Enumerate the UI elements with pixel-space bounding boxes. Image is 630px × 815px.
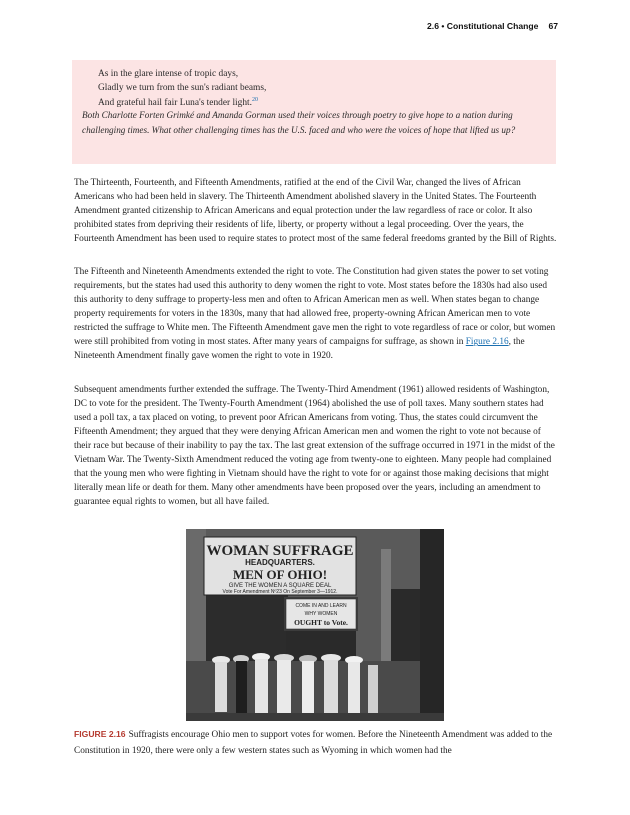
window-sign-line-2: WHY WOMEN (304, 611, 338, 617)
paragraph-text: The Fifteenth and Nineteenth Amendments extended the right to vote. The Constitution had given states the power to set voting requirements, but the states had used this authority to deny women the right to vote. Most states before the 1830s had also used this authority to deny suffrage to property-less men and often to African American men as well. When states began to change property requirements for voters in the 1830s, many that had allowed free, property-owning African American men to vote restricted the suffrage to White men. The Fifteenth Amendment gave men the right to vote regardless of race or color, but women were still prohibited from voting in most states. After many years of campaigns for suffrage, as shown in (74, 267, 556, 348)
figure-label: FIGURE 2.16 (74, 729, 126, 739)
poem-line: Gladly we turn from the sun's radiant beams, (98, 83, 267, 94)
sign-line-1: WOMAN SUFFRAGE (206, 543, 354, 559)
sign-line-4: GIVE THE WOMEN A SQUARE DEAL (228, 583, 332, 589)
sign-line-2: HEADQUARTERS. (245, 558, 315, 567)
poem-line-text: And grateful hail fair Luna's tender light. (98, 97, 252, 108)
sign-line-5: Vote For Amendment Nº23 On September 3—1912. (222, 589, 338, 595)
paragraph-suffrage-extensions: Subsequent amendments further extended the suffrage. The Twenty-Third Amendment (1961) allowed residents of Washington, DC to vote for the president. The Twenty-Fourth Amendment (1964) abolished the use of poll taxes. Many southern states had used a poll tax, a tax placed on voting, to prevent poor African Americans from voting. Thus, the states could circumvent the Fifteenth Amendment; they argued that they were denying African American men and women the right to vote not because of their race but because of their inability to pay the tax. The last great extension of the suffrage occurred in 1971 in the midst of the Vietnam War. The Twenty-Sixth Amendment reduced the voting age from twenty-one to eighteen. Many people had complained that the young men who were fighting in Vietnam should have the right to vote for or against those making decisions that might literally mean life or death for them. Many other amendments have been proposed over the years, including an amendment to guarantee equal rights to women, but all have failed. (74, 385, 555, 508)
section-title: 2.6 • Constitutional Change (427, 21, 539, 31)
window-sign-line-1: COME IN AND LEARN (295, 603, 347, 609)
callout-note: Both Charlotte Forten Grimké and Amanda Gorman used their voices through poetry to give hope to a nation during challenging times. What other challenging times has the U.S. faced and who were the voices of hope that lifted us up? (82, 110, 516, 135)
window-sign-line-3: OUGHT to Vote. (294, 618, 348, 627)
running-header (427, 21, 558, 31)
sign-line-3: MEN OF OHIO! (232, 567, 328, 582)
poem-line: As in the glare intense of tropic days, (98, 69, 239, 79)
figure-caption (74, 726, 558, 759)
suffrage-headquarters-photo (186, 529, 444, 721)
paragraph-voting-rights (74, 265, 558, 363)
paragraph-amendments: The Thirteenth, Fourteenth, and Fifteenth Amendments, ratified at the end of the Civil War, changed the lives of African Americans who had been held in slavery. The Thirteenth Amendment abolished slavery in the United States. The Fourteenth Amendment granted citizenship to African Americans and equal protection under the law regardless of race or color. It also prohibited states from depriving their residents of life, liberty, or property without a legal proceeding. Over the years, the Fourteenth Amendment has been used to require states to protect most of the same federal freedoms granted by the Bill of Rights. (74, 178, 557, 245)
poem-callout (72, 60, 556, 164)
figure-link[interactable]: Figure 2.16 (465, 337, 509, 348)
poem-excerpt (98, 67, 266, 110)
footnote-ref[interactable]: 20 (251, 96, 258, 103)
page-number: 67 (548, 21, 558, 31)
paragraph-text: , the Nineteenth Amendment finally gave women the right to vote in 1920. (74, 337, 525, 362)
caption-text: Suffragists encourage Ohio men to support votes for women. Before the Nineteenth Amendment was added to the Constitution in 1920, there were only a few western states such as Wyoming in which women had the (74, 730, 553, 756)
